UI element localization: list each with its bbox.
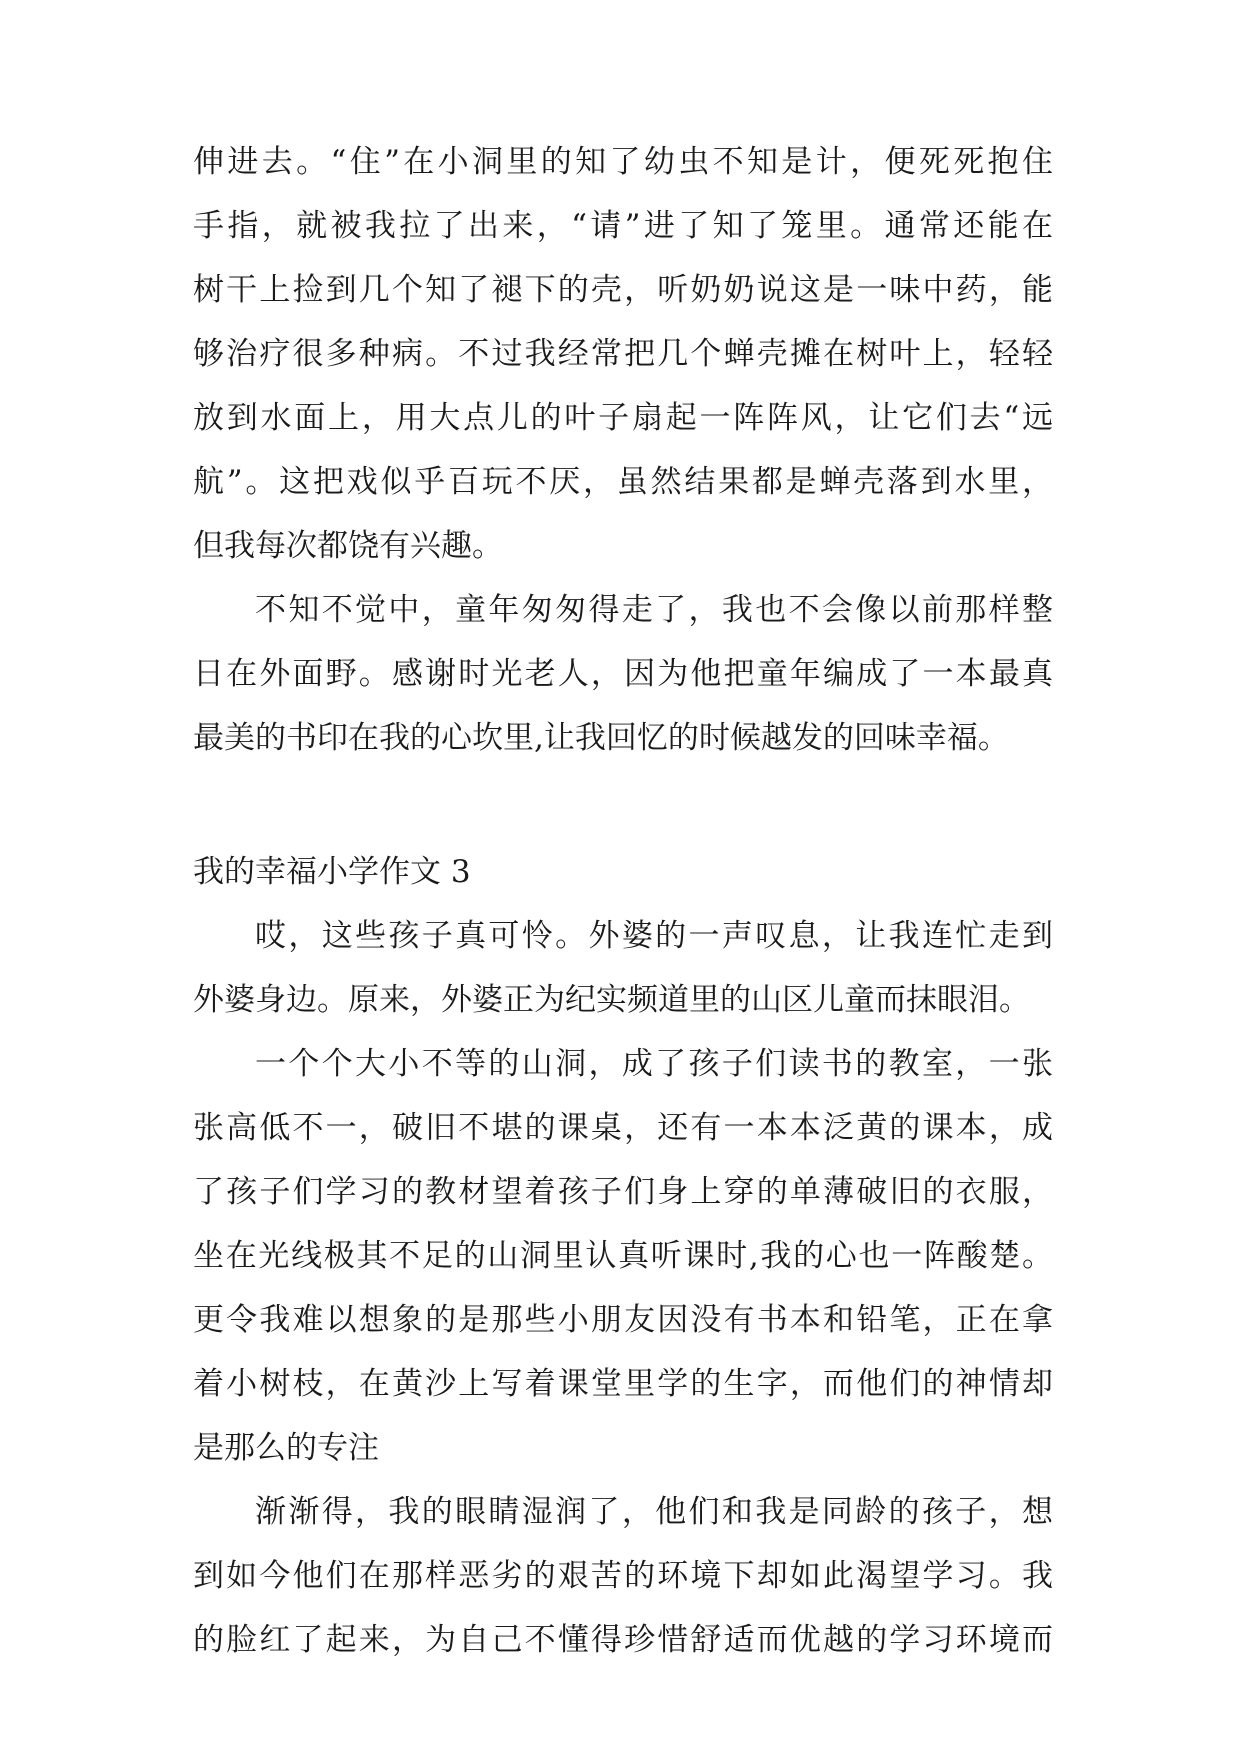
text-line: 张高低不一，破旧不堪的课桌，还有一本本泛黄的课本，成 bbox=[193, 1110, 1053, 1146]
text-line: 了孩子们学习的教材望着孩子们身上穿的单薄破旧的衣服， bbox=[193, 1174, 1053, 1210]
text-line: 日在外面野。感谢时光老人，因为他把童年编成了一本最真 bbox=[193, 656, 1053, 692]
text-line: 外婆身边。原来，外婆正为纪实频道里的山区儿童而抹眼泪。 bbox=[193, 982, 1030, 1018]
paragraph bbox=[193, 578, 1053, 770]
text-line: 航”。这把戏似乎百玩不厌，虽然结果都是蝉壳落到水里， bbox=[193, 464, 1053, 500]
paragraph bbox=[193, 1032, 1053, 1480]
section-heading: 我的幸福小学作文 3 bbox=[193, 854, 471, 890]
paragraph bbox=[193, 1480, 1053, 1672]
text-line: 不知不觉中，童年匆匆得走了，我也不会像以前那样整 bbox=[255, 592, 1053, 628]
paragraph bbox=[193, 130, 1053, 578]
text-line: 但我每次都饶有兴趣。 bbox=[193, 528, 503, 564]
text-line: 是那么的专注 bbox=[193, 1430, 379, 1466]
text-line: 手指，就被我拉了出来，“请”进了知了笼里。通常还能在 bbox=[193, 208, 1053, 244]
text-line: 一个个大小不等的山洞，成了孩子们读书的教室，一张 bbox=[255, 1046, 1053, 1082]
text-line: 够治疗很多种病。不过我经常把几个蝉壳摊在树叶上，轻轻 bbox=[193, 336, 1053, 372]
text-line: 渐渐得，我的眼睛湿润了，他们和我是同龄的孩子，想 bbox=[255, 1494, 1053, 1530]
text-line: 的脸红了起来，为自己不懂得珍惜舒适而优越的学习环境而 bbox=[193, 1622, 1053, 1658]
text-line: 更令我难以想象的是那些小朋友因没有书本和铅笔，正在拿 bbox=[193, 1302, 1053, 1338]
document-body bbox=[193, 130, 1053, 1672]
text-line: 放到水面上，用大点儿的叶子扇起一阵阵风，让它们去“远 bbox=[193, 400, 1053, 436]
paragraph bbox=[193, 904, 1053, 1032]
text-line: 坐在光线极其不足的山洞里认真听课时,我的心也一阵酸楚。 bbox=[193, 1238, 1053, 1274]
text-line: 最美的书印在我的心坎里,让我回忆的时候越发的回味幸福。 bbox=[193, 720, 1009, 756]
text-line: 到如今他们在那样恶劣的艰苦的环境下却如此渴望学习。我 bbox=[193, 1558, 1053, 1594]
text-line: 伸进去。“住”在小洞里的知了幼虫不知是计，便死死抱住 bbox=[193, 144, 1053, 180]
text-line: 树干上捡到几个知了褪下的壳，听奶奶说这是一味中药，能 bbox=[193, 272, 1053, 308]
text-line: 哎，这些孩子真可怜。外婆的一声叹息，让我连忙走到 bbox=[255, 918, 1053, 954]
text-line: 着小树枝，在黄沙上写着课堂里学的生字，而他们的神情却 bbox=[193, 1366, 1053, 1402]
